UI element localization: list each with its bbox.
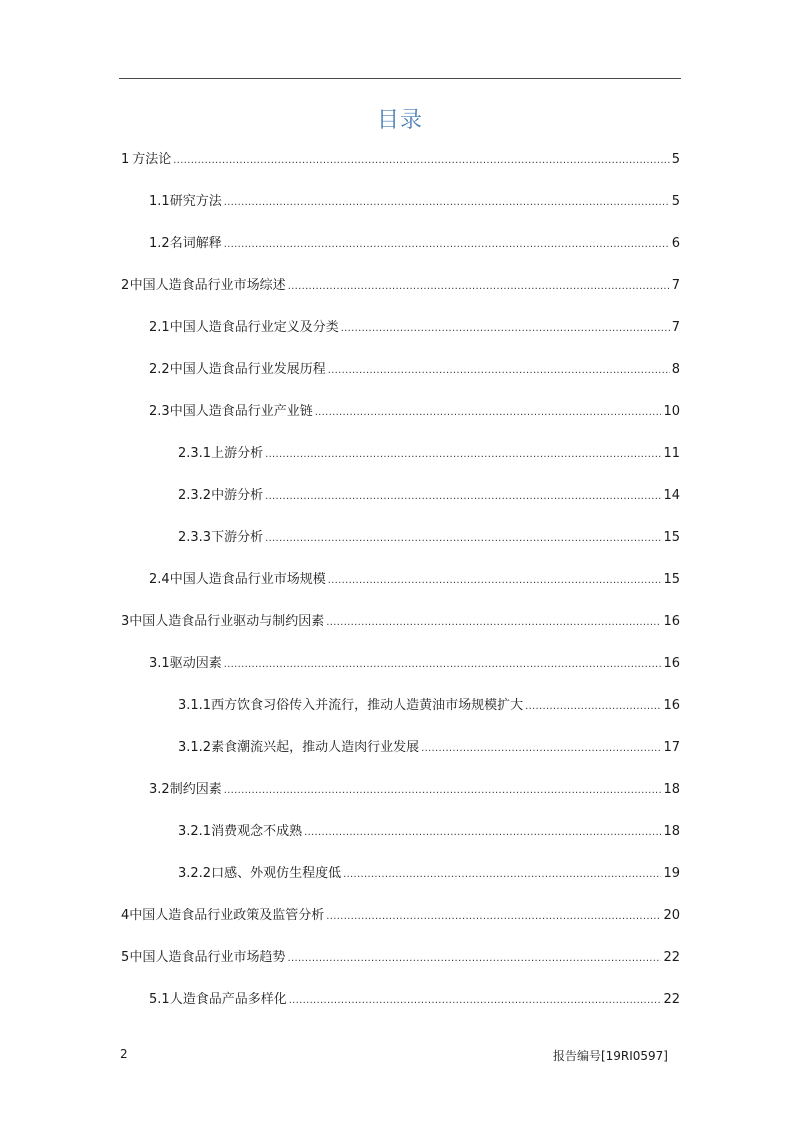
toc-entry[interactable] bbox=[178, 486, 680, 506]
toc-entry-number: 2.2 bbox=[149, 362, 170, 377]
toc-entry[interactable] bbox=[149, 318, 680, 338]
toc-entry-number: 2.3.3 bbox=[178, 530, 212, 545]
toc-entry-title: 名词解释 bbox=[169, 236, 222, 251]
toc-entry-title: 研究方法 bbox=[169, 194, 222, 209]
toc-entry-page: 16 bbox=[663, 656, 680, 671]
toc-entry-title: 下游分析 bbox=[211, 530, 264, 545]
toc-entry-number: 5.1 bbox=[149, 992, 170, 1007]
toc-entry-title: 中国人造食品行业市场规模 bbox=[169, 572, 326, 587]
toc-leader-dots bbox=[265, 529, 661, 549]
report-id: 报告编号[19RI0597] bbox=[552, 1049, 668, 1063]
toc-leader-dots bbox=[265, 445, 661, 465]
header-rule bbox=[119, 78, 681, 79]
toc-entry-title: 驱动因素 bbox=[169, 656, 222, 671]
toc-entry-title: 中国人造食品行业发展历程 bbox=[169, 362, 326, 377]
toc-entry[interactable] bbox=[178, 738, 680, 758]
toc-entry-number: 2.1 bbox=[149, 320, 170, 335]
toc-entry-number: 3.2.2 bbox=[178, 866, 212, 881]
toc-entry-title: 中国人造食品行业政策及监管分析 bbox=[129, 908, 325, 923]
toc-entry-number: 1.1 bbox=[149, 194, 170, 209]
toc-entry-number: 3.1.1 bbox=[178, 698, 212, 713]
toc-entry[interactable] bbox=[178, 444, 680, 464]
toc-entry-title: 西方饮食习俗传入并流行，推动人造黄油市场规模扩大 bbox=[211, 698, 524, 713]
toc-entry-title: 中国人造食品行业市场趋势 bbox=[129, 950, 286, 965]
toc-entry-page: 5 bbox=[671, 194, 680, 209]
toc-entry-title: 消费观念不成熟 bbox=[211, 824, 303, 839]
toc-entry-page: 18 bbox=[663, 782, 680, 797]
toc-entry-title: 中国人造食品行业定义及分类 bbox=[169, 320, 339, 335]
toc-entry[interactable] bbox=[121, 948, 680, 968]
table-of-contents bbox=[0, 140, 800, 1020]
toc-entry-title: 方法论 bbox=[132, 152, 172, 167]
toc-leader-dots bbox=[224, 781, 662, 801]
toc-leader-dots bbox=[421, 739, 661, 759]
toc-entry-page: 20 bbox=[663, 908, 680, 923]
toc-entry[interactable] bbox=[149, 192, 680, 212]
toc-entry[interactable] bbox=[149, 780, 680, 800]
toc-entry-page: 10 bbox=[663, 404, 680, 419]
toc-leader-dots bbox=[173, 151, 669, 171]
toc-entry-title: 人造食品产品多样化 bbox=[169, 992, 287, 1007]
toc-entry-number: 1.2 bbox=[149, 236, 170, 251]
toc-entry-page: 22 bbox=[663, 950, 680, 965]
toc-entry-page: 11 bbox=[663, 446, 680, 461]
toc-entry-title: 制约因素 bbox=[169, 782, 222, 797]
toc-entry-title: 素食潮流兴起，推动人造肉行业发展 bbox=[211, 740, 420, 755]
toc-entry-page: 8 bbox=[671, 362, 680, 377]
toc-leader-dots bbox=[328, 571, 662, 591]
toc-leader-dots bbox=[288, 949, 662, 969]
toc-entry-title: 中国人造食品行业驱动与制约因素 bbox=[129, 614, 325, 629]
toc-leader-dots bbox=[328, 361, 670, 381]
toc-entry-title: 口感、外观仿生程度低 bbox=[211, 866, 342, 881]
toc-leader-dots bbox=[341, 319, 670, 339]
toc-entry[interactable] bbox=[121, 150, 680, 170]
toc-entry-page: 22 bbox=[663, 992, 680, 1007]
toc-leader-dots bbox=[224, 655, 662, 675]
toc-leader-dots bbox=[326, 907, 661, 927]
toc-entry[interactable] bbox=[121, 612, 680, 632]
toc-entry-page: 15 bbox=[663, 530, 680, 545]
toc-entry-number: 2.3.2 bbox=[178, 488, 212, 503]
toc-entry-number: 2.4 bbox=[149, 572, 170, 587]
toc-leader-dots bbox=[224, 193, 670, 213]
toc-leader-dots bbox=[315, 403, 662, 423]
toc-entry-number: 3.2 bbox=[149, 782, 170, 797]
toc-entry[interactable] bbox=[149, 654, 680, 674]
toc-title: 目录 bbox=[376, 108, 423, 133]
toc-entry-title: 中国人造食品行业市场综述 bbox=[129, 278, 286, 293]
toc-entry-page: 19 bbox=[663, 866, 680, 881]
toc-leader-dots bbox=[288, 277, 670, 297]
toc-entry-number: 3.2.1 bbox=[178, 824, 212, 839]
toc-leader-dots bbox=[525, 697, 661, 717]
toc-entry-page: 7 bbox=[671, 278, 680, 293]
toc-entry-page: 5 bbox=[671, 152, 680, 167]
page-number: 2 bbox=[120, 1047, 128, 1061]
toc-entry-title: 中游分析 bbox=[211, 488, 264, 503]
toc-entry-page: 14 bbox=[663, 488, 680, 503]
toc-entry[interactable] bbox=[149, 234, 680, 254]
toc-entry-page: 7 bbox=[671, 320, 680, 335]
toc-leader-dots bbox=[224, 235, 670, 255]
toc-entry-number: 2 bbox=[121, 278, 130, 293]
toc-entry-number: 3 bbox=[121, 614, 130, 629]
toc-entry[interactable] bbox=[178, 864, 680, 884]
toc-leader-dots bbox=[326, 613, 661, 633]
toc-entry-page: 15 bbox=[663, 572, 680, 587]
toc-entry-page: 16 bbox=[663, 614, 680, 629]
toc-entry[interactable] bbox=[149, 570, 680, 590]
toc-entry-number: 1 bbox=[121, 152, 130, 167]
toc-entry-number: 3.1.2 bbox=[178, 740, 212, 755]
toc-entry[interactable] bbox=[121, 276, 680, 296]
toc-entry-number: 3.1 bbox=[149, 656, 170, 671]
toc-entry-number: 5 bbox=[121, 950, 130, 965]
toc-entry[interactable] bbox=[178, 822, 680, 842]
toc-entry-title: 上游分析 bbox=[211, 446, 264, 461]
toc-entry[interactable] bbox=[178, 528, 680, 548]
toc-leader-dots bbox=[304, 823, 661, 843]
toc-entry-number: 4 bbox=[121, 908, 130, 923]
toc-entry[interactable] bbox=[149, 360, 680, 380]
toc-entry-number: 2.3.1 bbox=[178, 446, 212, 461]
toc-entry[interactable] bbox=[149, 990, 680, 1010]
toc-entry-title: 中国人造食品行业产业链 bbox=[169, 404, 313, 419]
toc-entry[interactable] bbox=[178, 696, 680, 716]
toc-entry[interactable] bbox=[121, 906, 680, 926]
toc-entry[interactable] bbox=[149, 402, 680, 422]
toc-entry-page: 17 bbox=[663, 740, 680, 755]
toc-leader-dots bbox=[265, 487, 661, 507]
toc-entry-number: 2.3 bbox=[149, 404, 170, 419]
toc-leader-dots bbox=[289, 991, 662, 1011]
toc-entry-page: 16 bbox=[663, 698, 680, 713]
toc-entry-page: 18 bbox=[663, 824, 680, 839]
toc-leader-dots bbox=[343, 865, 661, 885]
toc-entry-page: 6 bbox=[671, 236, 680, 251]
